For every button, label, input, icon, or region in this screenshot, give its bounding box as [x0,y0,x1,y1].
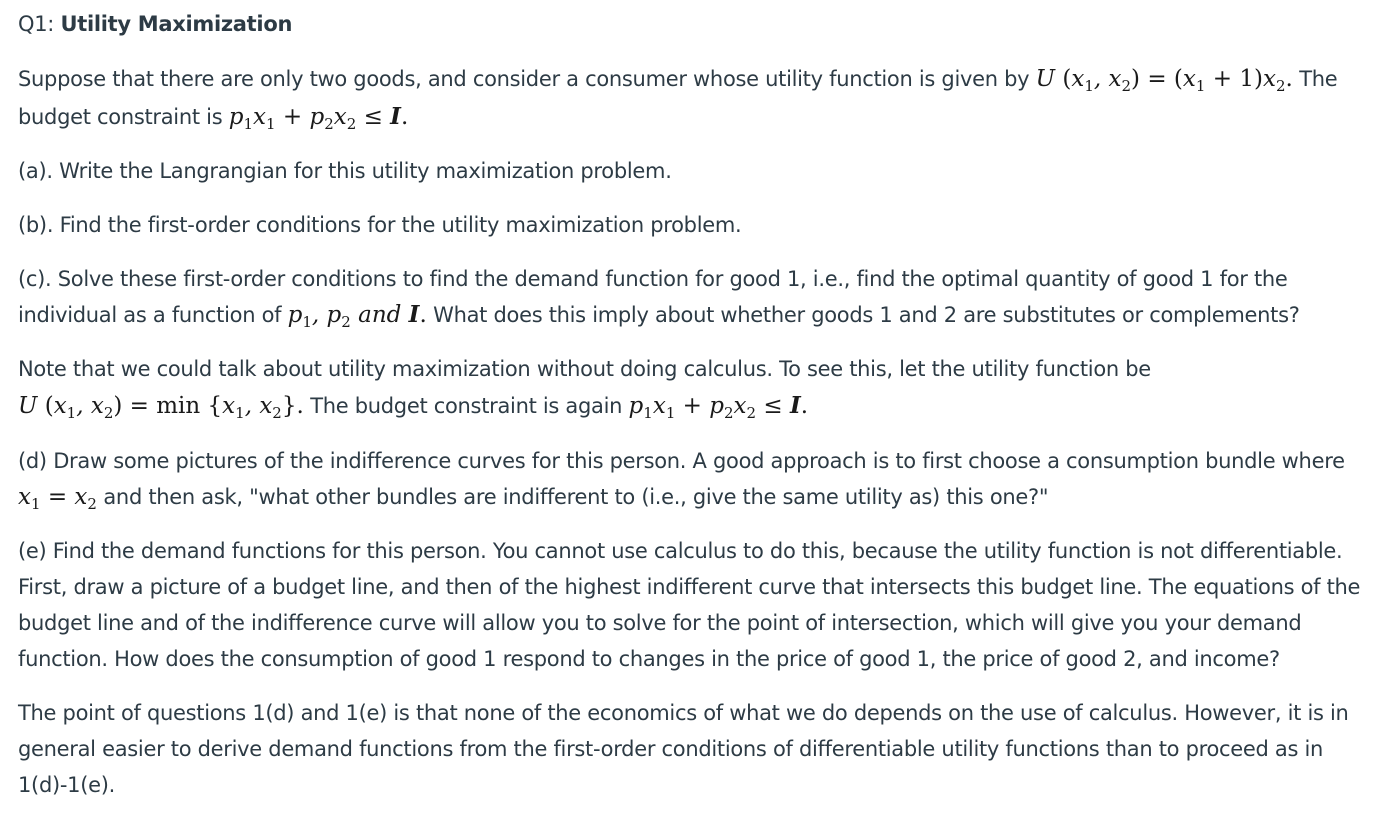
part-d [18,443,1378,479]
part-c-line-2-pre: individual as a function of [18,303,282,327]
part-e-line-4: function. How does the consumption of good 1 respond to changes in the price of good 1, the price of good 2, and income? [18,647,1280,671]
question-number: Q1: [18,12,55,36]
budget-constraint-formula: $p_1x_1 + p_2x_2 \le I$. [228,103,409,133]
question-heading: Utility Maximization [60,12,293,36]
closing-line-2: general easier to derive demand functions from the first-order conditions of differentiable utility functions than to proceed as in [18,737,1324,761]
intro-paragraph-line-2 [18,99,1378,142]
part-c-line-2-post: What does this imply about whether goods 1 and 2 are substitutes or complements? [433,303,1300,327]
min-utility-formula: U ($x_1$, $x_2) = \min \{x_1$, $x_2$}. [18,393,304,422]
closing-line-2-row [18,731,1378,767]
part-e [18,533,1378,569]
note-line-2: The budget constraint is again [310,394,623,418]
part-d-line-2: and then ask, "what other bundles are indifferent to (i.e., give the same utility as) this one?" [103,485,1049,509]
closing-line-3: 1(d)-1(e). [18,773,115,797]
closing-paragraph [18,695,1378,731]
part-d-line-1: (d) Draw some pictures of the indifference curves for this person. A good approach is to first choose a consumption bundle where [18,449,1345,473]
part-e-line-3: budget line and of the indifference curve will allow you to solve for the point of intersection, which will give you your demand [18,611,1302,635]
part-a-text: (a). Write the Langrangian for this utility maximization problem. [18,159,672,183]
intro-text-end: The [1299,67,1338,91]
intro-paragraph [18,61,1378,104]
note-line-1: Note that we could talk about utility maximization without doing calculus. To see this, let the utility function be [18,357,1151,381]
part-b-text: (b). Find the first-order conditions for the utility maximization problem. [18,213,742,237]
budget-constraint-formula-2: $p_1x_1 + p_2x_2 \le I$. [628,392,809,422]
part-e-line-4-row [18,641,1378,677]
part-c-line-1: (c). Solve these first-order conditions to find the demand function for good 1, i.e., find the optimal quantity of good 1 for the [18,267,1288,291]
closing-line-3-row [18,767,1378,803]
part-c-variables-formula: $p_1$, $p_2$ and I. [287,301,427,331]
question-title [18,6,1378,42]
intro-text-1: Suppose that there are only two goods, and consider a consumer whose utility function is given by [18,67,1030,91]
part-a [18,153,1378,189]
part-c [18,261,1378,297]
part-e-line-3-row [18,605,1378,641]
part-e-line-2-row [18,569,1378,605]
part-d-line-2-row [18,479,1378,522]
intro-text-2: budget constraint is [18,105,223,129]
utility-function-formula: U ($x_1$, $x_2) = (x_1 + 1)x_2$. [1035,66,1293,95]
part-c-line-2-row [18,297,1378,340]
part-b [18,207,1378,243]
equal-bundle-formula: $x_1 = x_2$ [18,484,97,513]
part-e-line-1: (e) Find the demand functions for this person. You cannot use calculus to do this, because the utility function is not differentiable. [18,539,1343,563]
closing-line-1: The point of questions 1(d) and 1(e) is that none of the economics of what we do depends on the use of calculus. However, it is in [18,701,1349,725]
note-paragraph-line-2 [18,388,1378,431]
note-paragraph [18,351,1378,387]
part-e-line-2: First, draw a picture of a budget line, and then of the highest indifferent curve that intersects this budget line. The equations of the [18,575,1361,599]
